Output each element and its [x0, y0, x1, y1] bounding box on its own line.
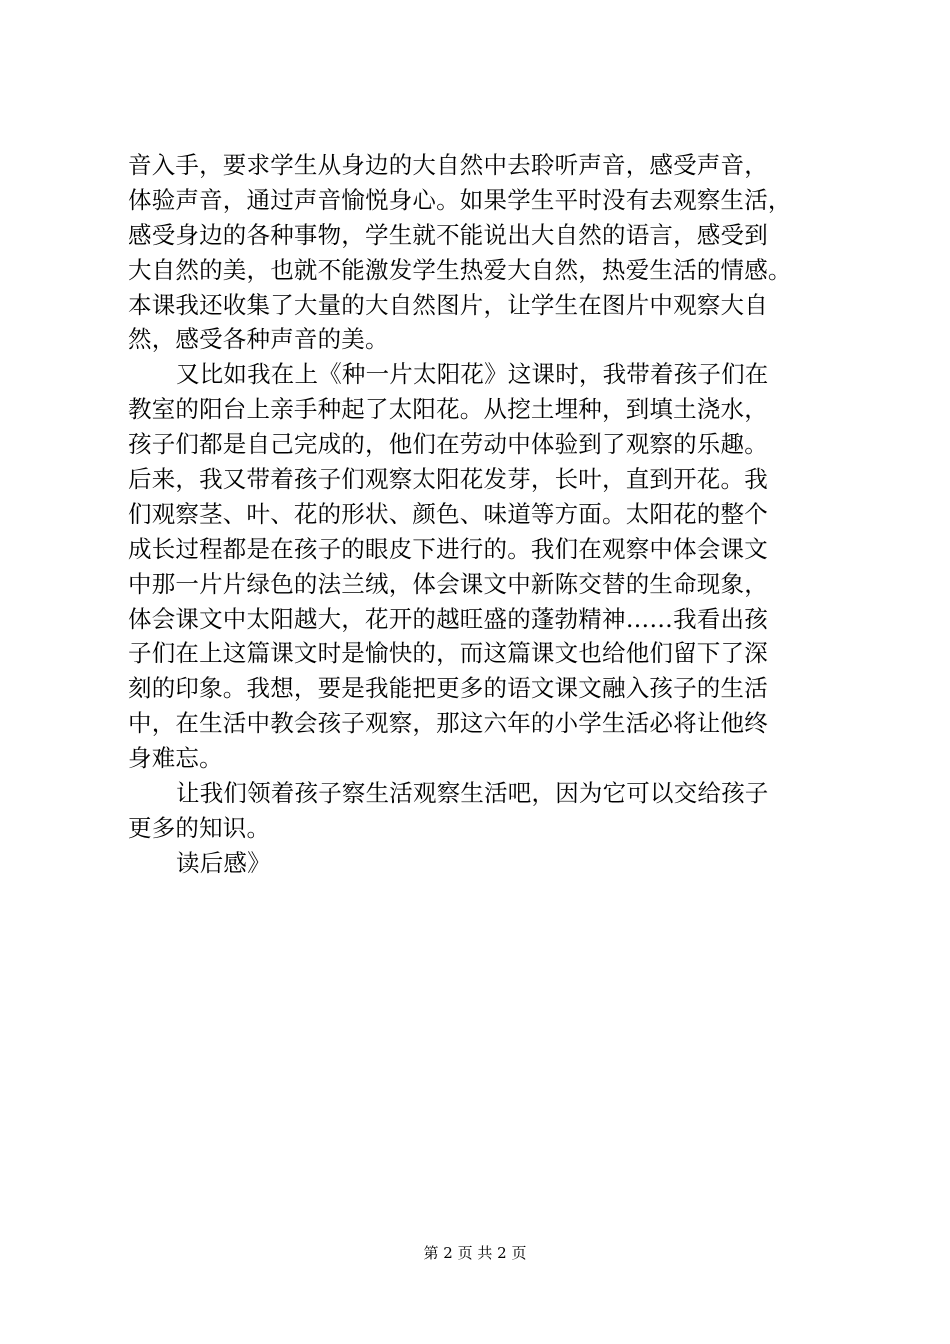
text-line: 孩子们都是自己完成的，他们在劳动中体验到了观察的乐趣。: [128, 430, 768, 459]
text-line: 教室的阳台上亲手种起了太阳花。从挖土埋种，到填土浇水，: [128, 395, 768, 424]
text-line: 又比如我在上《种一片太阳花》这课时，我带着孩子们在: [176, 360, 769, 389]
text-line: 成长过程都是在孩子的眼皮下进行的。我们在观察中体会课文: [128, 534, 768, 563]
text-line: 身难忘。: [128, 744, 223, 773]
text-line: 中，在生活中教会孩子观察，那这六年的小学生活必将让他终: [128, 709, 768, 738]
text-line: 读后感》: [176, 848, 271, 877]
text-line: 大自然的美，也就不能激发学生热爱大自然，热爱生活的情感。: [128, 255, 792, 284]
text-line: 后来，我又带着孩子们观察太阳花发芽，长叶，直到开花。我: [128, 465, 768, 494]
text-line: 们观察茎、叶、花的形状、颜色、味道等方面。太阳花的整个: [128, 499, 768, 528]
page-footer: 第 2 页 共 2 页: [423, 1244, 527, 1262]
text-line: 让我们领着孩子察生活观察生活吧，因为它可以交给孩子: [176, 779, 769, 808]
text-line: 然，感受各种声音的美。: [128, 325, 389, 354]
text-line: 中那一片片绿色的法兰绒，体会课文中新陈交替的生命现象，: [128, 569, 768, 598]
text-line: 感受身边的各种事物，学生就不能说出大自然的语言，感受到: [128, 220, 768, 249]
text-line: 更多的知识。: [128, 813, 271, 842]
text-line: 刻的印象。我想，要是我能把更多的语文课文融入孩子的生活: [128, 674, 768, 703]
text-line: 本课我还收集了大量的大自然图片，让学生在图片中观察大自: [128, 290, 768, 319]
body-text: [128, 148, 858, 881]
text-line: 子们在上这篇课文时是愉快的，而这篇课文也给他们留下了深: [128, 639, 768, 668]
text-line: 体验声音，通过声音愉悦身心。如果学生平时没有去观察生活，: [128, 185, 792, 214]
text-line: 体会课文中太阳越大，花开的越旺盛的蓬勃精神……我看出孩: [128, 604, 768, 633]
text-line: 音入手，要求学生从身边的大自然中去聆听声音，感受声音，: [128, 151, 768, 179]
